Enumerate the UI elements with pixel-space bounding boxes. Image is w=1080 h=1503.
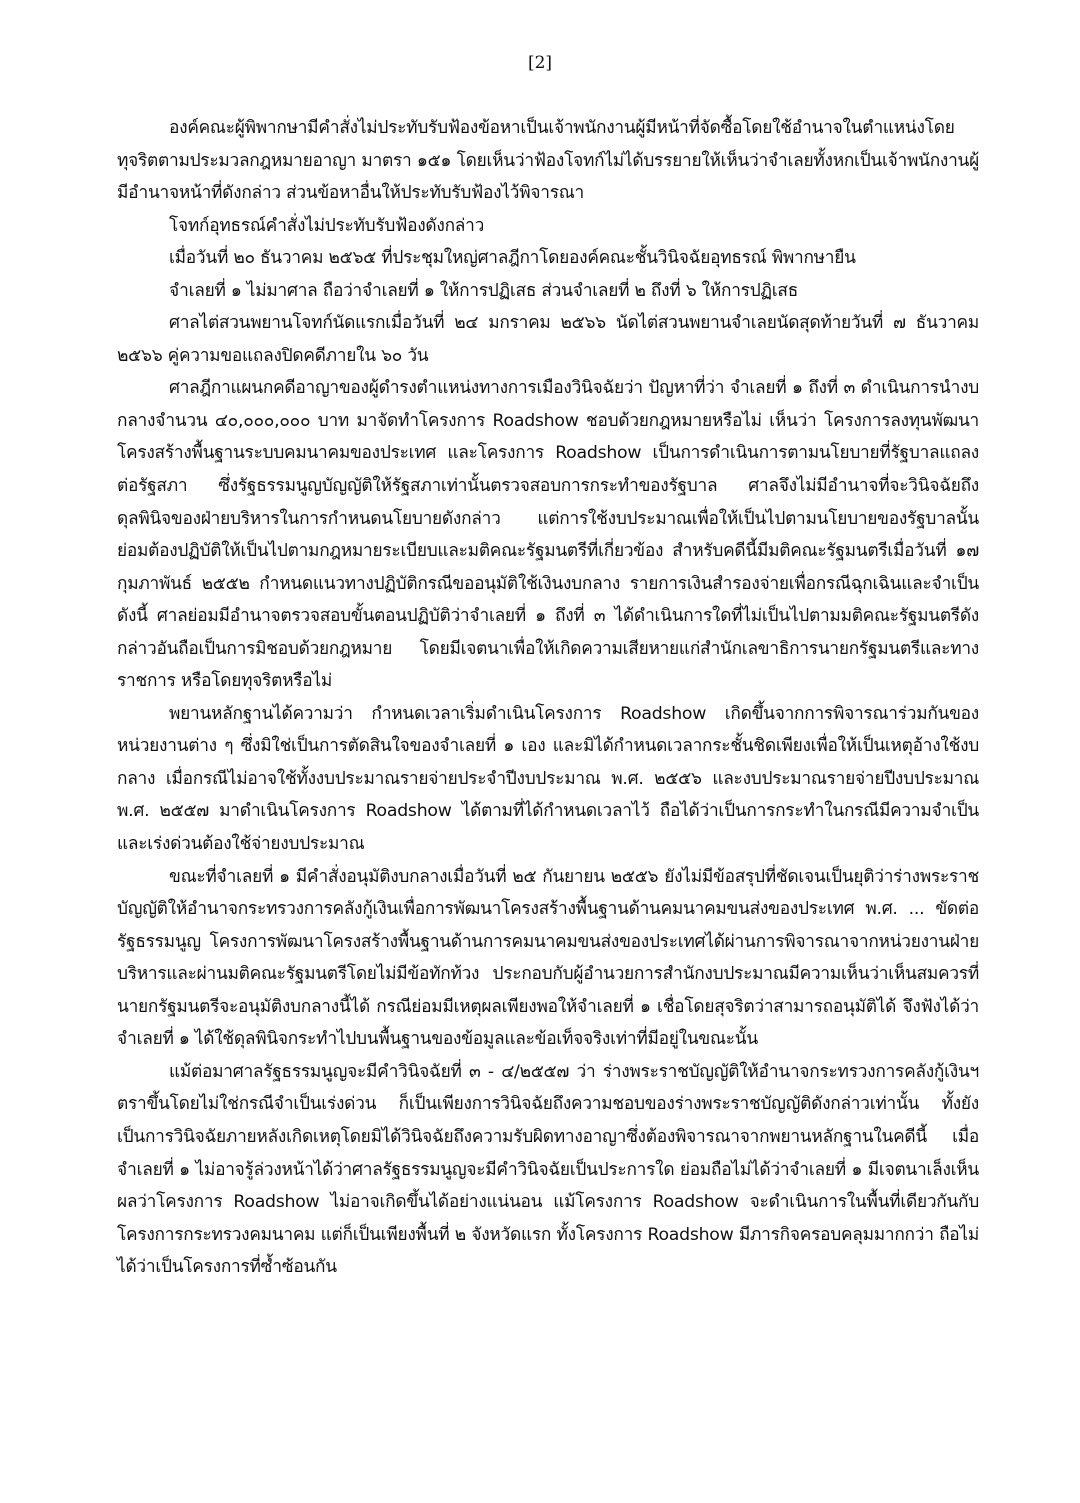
paragraph-evidence: พยานหลักฐานได้ความว่า กำหนดเวลาเริ่มดำเนินโครงการ Roadshow เกิดขึ้นจากการพิจารณาร่วมกันของหน่วยงานต่าง ๆ ซึ่งมิใช่เป็นการตัดสินใจของจำเลยที่ ๑ เอง และมิได้กำหนดเวลากระชั้นชิดเพียงเพื่อให้เป็นเหตุอ้างใช้งบกลาง เมื่อกรณีไม่อาจใช้ทั้งงบประมาณรายจ่ายประจำปีงบประมาณ พ.ศ. ๒๕๕๖ และงบประมาณรายจ่ายปีงบประมาณ พ.ศ. ๒๕๕๗ มาดำเนินโครงการ Roadshow ได้ตามที่ได้กำหนดเวลาไว้ ถือได้ว่าเป็นการกระทำในกรณีมีความจำเป็นและเร่งด่วนต้องใช้จ่ายงบประมาณ <box>117 703 979 855</box>
paragraph-court-order: องค์คณะผู้พิพากษามีคำสั่งไม่ประทับรับฟ้องข้อหาเป็นเจ้าพนักงานผู้มีหน้าที่จัดซื้อโดยใช้อำนาจในตำแหน่งโดยทุจริตตามประมวลกฎหมายอาญา มาตรา ๑๕๑ โดยเห็นว่าฟ้องโจทก์ไม่ได้บรรยายให้เห็นว่าจำเลยทั้งหกเป็นเจ้าพนักงานผู้มีอำนาจหน้าที่ดังกล่าว ส่วนข้อหาอื่นให้ประทับรับฟ้องไว้พิจารณา <box>117 118 979 204</box>
paragraph-supreme-court-meeting: เมื่อวันที่ ๒๐ ธันวาคม ๒๕๖๕ ที่ประชุมใหญ่ศาลฎีกาโดยองค์คณะชั้นวินิจฉัยอุทธรณ์ พิพากษายืน <box>169 248 856 269</box>
paragraph-appeal: โจทก์อุทธรณ์คำสั่งไม่ประทับรับฟ้องดังกล่าว <box>169 215 485 236</box>
document-body <box>117 112 979 1284</box>
paragraph-court-ruling: ศาลฎีกาแผนกคดีอาญาของผู้ดำรงตำแหน่งทางการเมืองวินิจฉัยว่า ปัญหาที่ว่า จำเลยที่ ๑ ถึงที่ ๓ ดำเนินการนำงบกลางจำนวน ๔๐,๐๐๐,๐๐๐ บาท มาจัดทำโครงการ Roadshow ชอบด้วยกฎหมายหรือไม่ เห็นว่า โครงการลงทุนพัฒนาโครงสร้างพื้นฐานระบบคมนาคมของประเทศ และโครงการ Roadshow เป็นการดำเนินการตามนโยบายที่รัฐบาลแถลงต่อรัฐสภา ซึ่งรัฐธรรมนูญบัญญัติให้รัฐสภาเท่านั้นตรวจสอบการกระทำของรัฐบาล ศาลจึงไม่มีอำนาจที่จะวินิจฉัยถึงดุลพินิจของฝ่ายบริหารในการกำหนดนโยบายดังกล่าว แต่การใช้งบประมาณเพื่อให้เป็นไปตามนโยบายของรัฐบาลนั้น ย่อมต้องปฏิบัติให้เป็นไปตามกฎหมายระเบียบและมติคณะรัฐมนตรีที่เกี่ยวข้อง สำหรับคดีนี้มีมติคณะรัฐมนตรีเมื่อวันที่ ๑๗ กุมภาพันธ์ ๒๕๕๒ กำหนดแนวทางปฏิบัติกรณีขออนุมัติใช้เงินงบกลาง รายการเงินสำรองจ่ายเพื่อกรณีฉุกเฉินและจำเป็น ดังนี้ ศาลย่อมมีอำนาจตรวจสอบขั้นตอนปฏิบัติว่าจำเลยที่ ๑ ถึงที่ ๓ ได้ดำเนินการใดที่ไม่เป็นไปตามมติคณะรัฐมนตรีดังกล่าวอันถือเป็นการมิชอบด้วยกฎหมาย โดยมีเจตนาเพื่อให้เกิดความเสียหายแก่สำนักเลขาธิการนายกรัฐมนตรีและทางราชการ หรือโดยทุจริตหรือไม่ <box>117 378 979 692</box>
paragraph-hearing-dates: ศาลไต่สวนพยานโจทก์นัดแรกเมื่อวันที่ ๒๔ มกราคม ๒๕๖๖ นัดไต่สวนพยานจำเลยนัดสุดท้ายวันที่ ๗ ธันวาคม ๒๕๖๖ คู่ความขอแถลงปิดคดีภายใน ๖๐ วัน <box>117 313 979 366</box>
page-number: [2] <box>527 53 553 73</box>
paragraph-budget-approval: ขณะที่จำเลยที่ ๑ มีคำสั่งอนุมัติงบกลางเมื่อวันที่ ๒๕ กันยายน ๒๕๕๖ ยังไม่มีข้อสรุปที่ชัดเจนเป็นยุติว่าร่างพระราชบัญญัติให้อำนาจกระทรวงการคลังกู้เงินเพื่อการพัฒนาโครงสร้างพื้นฐานด้านคมนาคมขนส่งของประเทศ พ.ศ. ... ขัดต่อรัฐธรรมนูญ โครงการพัฒนาโครงสร้างพื้นฐานด้านการคมนาคมขนส่งของประเทศได้ผ่านการพิจารณาจากหน่วยงานฝ่ายบริหารและผ่านมติคณะรัฐมนตรีโดยไม่มีข้อทักท้วง ประกอบกับผู้อำนวยการสำนักงบประมาณมีความเห็นว่าเห็นสมควรที่นายกรัฐมนตรีจะอนุมัติงบกลางนี้ได้ กรณีย่อมมีเหตุผลเพียงพอให้จำเลยที่ ๑ เชื่อโดยสุจริตว่าสามารถอนุมัติได้ จึงฟังได้ว่า จำเลยที่ ๑ ได้ใช้ดุลพินิจกระทำไปบนพื้นฐานของข้อมูลและข้อเท็จจริงเท่าที่มีอยู่ในขณะนั้น <box>117 866 979 1050</box>
paragraph-defendants-plea: จำเลยที่ ๑ ไม่มาศาล ถือว่าจำเลยที่ ๑ ให้การปฏิเสธ ส่วนจำเลยที่ ๒ ถึงที่ ๖ ให้การปฏิเสธ <box>169 280 799 301</box>
paragraph-constitutional-ruling: แม้ต่อมาศาลรัฐธรรมนูญจะมีคำวินิจฉัยที่ ๓ - ๔/๒๕๕๗ ว่า ร่างพระราชบัญญัติให้อำนาจกระทรวงการคลังกู้เงินฯ ตราขึ้นโดยไม่ใช่กรณีจำเป็นเร่งด่วน ก็เป็นเพียงการวินิจฉัยถึงความชอบของร่างพระราชบัญญัติดังกล่าวเท่านั้น ทั้งยังเป็นการวินิจฉัยภายหลังเกิดเหตุโดยมิได้วินิจฉัยถึงความรับผิดทางอาญาซึ่งต้องพิจารณาจากพยานหลักฐานในคดีนี้ เมื่อจำเลยที่ ๑ ไม่อาจรู้ล่วงหน้าได้ว่าศาลรัฐธรรมนูญจะมีคำวินิจฉัยเป็นประการใด ย่อมถือไม่ได้ว่าจำเลยที่ ๑ มีเจตนาเล็งเห็นผลว่าโครงการ Roadshow ไม่อาจเกิดขึ้นได้อย่างแน่นอน แม้โครงการ Roadshow จะดำเนินการในพื้นที่เดียวกันกับโครงการกระทรวงคมนาคม แต่ก็เป็นเพียงพื้นที่ ๒ จังหวัดแรก ทั้งโครงการ Roadshow มีภารกิจครอบคลุมมากกว่า ถือไม่ได้ว่าเป็นโครงการที่ซ้ำซ้อนกัน <box>117 1061 979 1278</box>
